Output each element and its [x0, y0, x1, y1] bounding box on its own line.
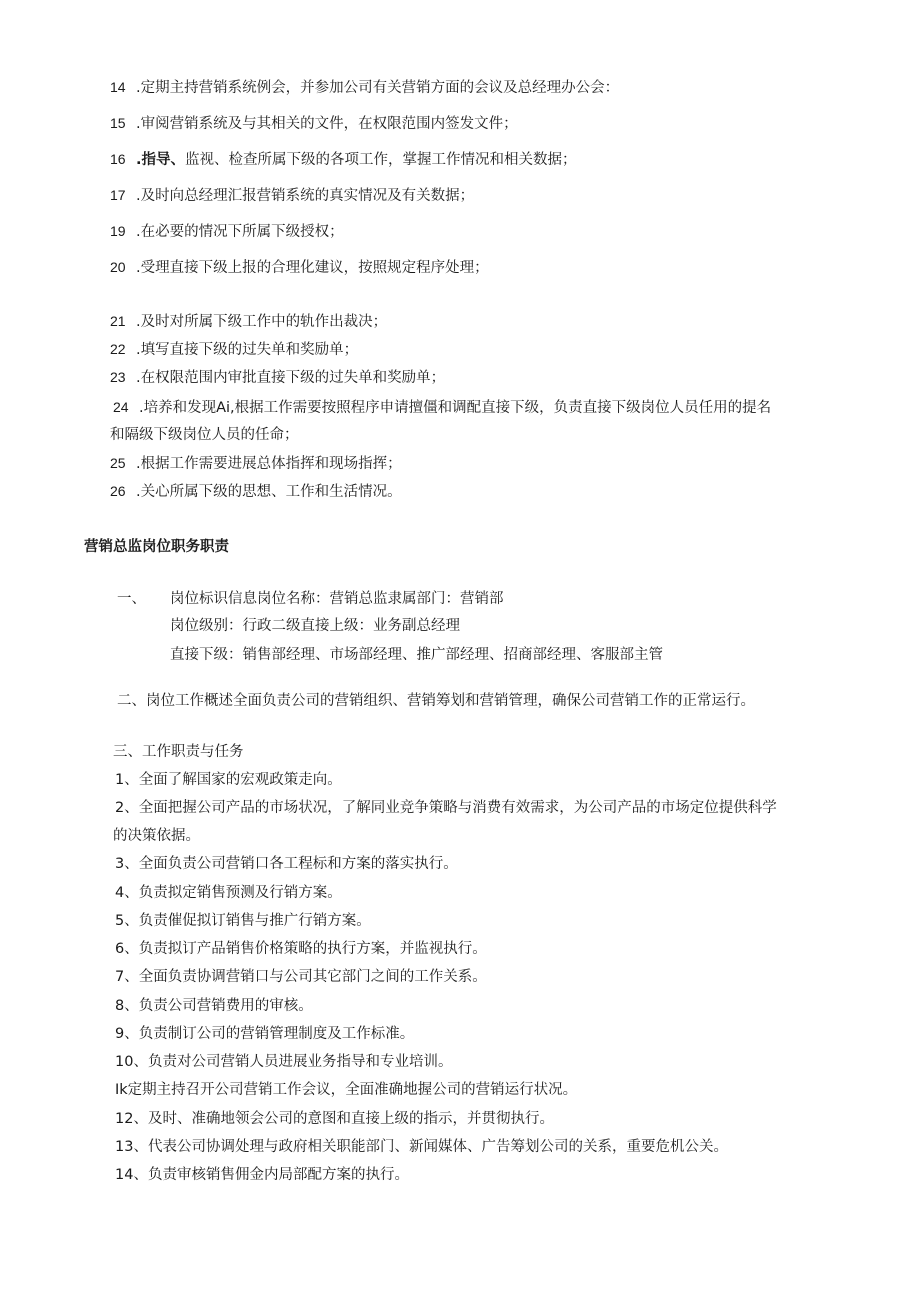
duty-item: 12、及时、准确地领会公司的意图和直接上级的指示，并贯彻执行。	[115, 1111, 554, 1127]
list-item: 20 .受理直接下级上报的合理化建议，按照规定程序处理；	[110, 259, 489, 276]
duty-item: 5、负责催促拟订销售与推广行销方案。	[115, 913, 371, 929]
list-item: 23 .在权限范围内审批直接下级的过失单和奖励单；	[110, 369, 446, 386]
list-item: 25 .根据工作需要进展总体指挥和现场指挥；	[110, 455, 402, 472]
part1-line: 岗位标识信息岗位名称：营销总监隶属部门：营销部	[170, 591, 504, 607]
section-title: 营销总监岗位职务职责	[84, 539, 229, 555]
list-item-continuation: 和隔级下级岗位人员的任命；	[110, 427, 299, 443]
duty-item: 14、负责审核销售佣金内局部配方案的执行。	[115, 1167, 409, 1183]
duty-item: 8、负责公司营销费用的审核。	[115, 998, 313, 1014]
part1-line: 岗位级别：行政二级直接上级：业务副总经理	[170, 618, 460, 634]
duty-item: 9、负责制订公司的营销管理制度及工作标准。	[115, 1026, 415, 1042]
duty-item: 4、负责拟定销售预测及行销方案。	[115, 885, 342, 901]
duty-item: Ik定期主持召开公司营销工作会议，全面准确地握公司的营销运行状况。	[115, 1082, 578, 1098]
duty-item: 7、全面负责协调营销口与公司其它部门之间的工作关系。	[115, 969, 487, 985]
list-item: 19 .在必要的情况下所属下级授权；	[110, 223, 344, 240]
list-item: 24 .培养和发现Ai,根据工作需要按照程序申请擅僵和调配直接下级，负责直接下级岗位人员任用的提名	[113, 399, 772, 416]
list-item: 14 .定期主持营销系统例会，并参加公司有关营销方面的会议及总经理办公会：	[110, 79, 620, 96]
part3-title: 三、工作职责与任务	[113, 744, 244, 760]
part2-paragraph: 二、岗位工作概述全面负责公司的营销组织、营销筹划和营销管理，确保公司营销工作的正常运行。	[117, 693, 755, 709]
list-item: 16 .指导、监视、检查所属下级的各项工作，掌握工作情况和相关数据；	[110, 151, 577, 168]
part1-line: 直接下级：销售部经理、市场部经理、推广部经理、招商部经理、客服部主管	[170, 647, 663, 663]
duty-item: 10、负责对公司营销人员进展业务指导和专业培训。	[115, 1054, 453, 1070]
list-item: 17 .及时向总经理汇报营销系统的真实情况及有关数据；	[110, 187, 475, 204]
duty-item: 3、全面负责公司营销口各工程标和方案的落实执行。	[115, 856, 458, 872]
duty-item-continuation: 的决策依据。	[113, 828, 200, 844]
duty-item: 6、负责拟订产品销售价格策略的执行方案，并监视执行。	[115, 941, 487, 957]
list-item: 21 .及时对所属下级工作中的轨作出裁决；	[110, 313, 388, 330]
list-item: 15 .审阅营销系统及与其相关的文件，在权限范围内签发文件；	[110, 115, 518, 132]
list-item: 26 .关心所属下级的思想、工作和生活情况。	[110, 483, 402, 500]
list-item: 22 .填写直接下级的过失单和奖励单；	[110, 341, 359, 358]
duty-item: 1、全面了解国家的宏观政策走向。	[115, 772, 342, 788]
part1-label: 一、	[117, 591, 146, 607]
duty-item: 13、代表公司协调处理与政府相关职能部门、新闻媒体、广告筹划公司的关系，重要危机公关。	[115, 1139, 728, 1155]
duty-item: 2、全面把握公司产品的市场状况，了解同业竞争策略与消费有效需求，为公司产品的市场定位提供科学	[115, 800, 777, 816]
